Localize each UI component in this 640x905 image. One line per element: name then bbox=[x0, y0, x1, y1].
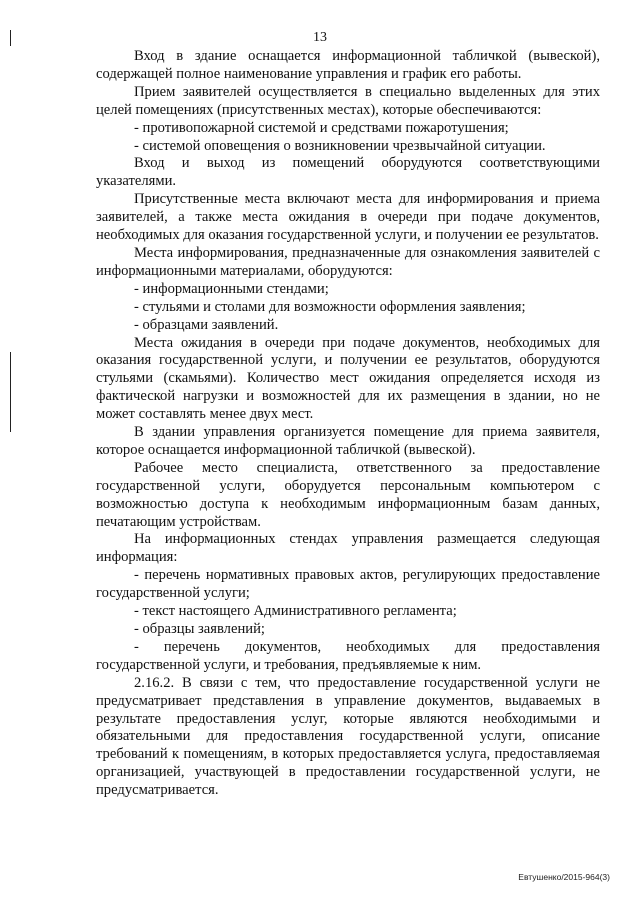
document-body bbox=[96, 48, 600, 800]
page-number: 13 bbox=[313, 30, 327, 45]
paragraph: В здании управления организуется помещение для приема заявителя, которое оснащается информационной табличкой (вывеской). bbox=[96, 424, 600, 458]
paragraph: 2.16.2. В связи с тем, что предоставление государственной услуги не предусматривает представления в управление документов, выдаваемых в результате предоставления услуг, которые являются необходимыми и обязательными для предоставления государственной услуги, описание требований к помещениям, в которых предоставляется услуга, предоставляемая организацией, участвующей в предоставлении государственной услуги, не предусматривается. bbox=[96, 674, 600, 799]
paragraph: Вход и выход из помещений оборудуются соответствующими указателями. bbox=[96, 155, 600, 190]
list-item: - перечень документов, необходимых для предоставления государственной услуги, и требования, предъявляемые к ним. bbox=[96, 638, 600, 673]
list-item: - противопожарной системой и средствами пожаротушения; bbox=[134, 119, 509, 136]
list-item: - информационными стендами; bbox=[134, 280, 329, 297]
paragraph: Рабочее место специалиста, ответственного за предоставление государственной услуги, оборудуется персональным компьютером с возможностью доступа к необходимым информационным базам данных, печатающим устройствам. bbox=[96, 459, 600, 530]
list-item: - перечень нормативных правовых актов, регулирующих предоставление государственной услуги; bbox=[96, 567, 600, 602]
scan-margin-mark bbox=[10, 30, 11, 46]
paragraph: Прием заявителей осуществляется в специально выделенных для этих целей помещениях (присутственных местах), которые обеспечиваются: bbox=[96, 83, 600, 118]
list-item: - системой оповещения о возникновении чрезвычайной ситуации. bbox=[134, 137, 546, 154]
paragraph: На информационных стендах управления размещается следующая информация: bbox=[96, 531, 600, 566]
list-item: - образцы заявлений; bbox=[134, 621, 265, 637]
document-footer-code: Евтушенко/2015-964(3) bbox=[518, 872, 610, 882]
list-item: - образцами заявлений. bbox=[134, 316, 279, 333]
paragraph: Вход в здание оснащается информационной табличкой (вывеской), содержащей полное наименование управления и график его работы. bbox=[96, 48, 600, 82]
scan-margin-mark bbox=[10, 352, 11, 432]
list-item: - текст настоящего Административного регламента; bbox=[134, 603, 457, 620]
paragraph: Присутственные места включают места для информирования и приема заявителей, а также места ожидания в очереди при подаче документов, необходимых для оказания государственной услуги, и получении ее результатов. bbox=[96, 191, 600, 244]
paragraph: Места ожидания в очереди при подаче документов, необходимых для оказания государственной услуги, и получении ее результатов, оборудуются стульями (скамьями). Количество мест ожидания определяется исходя из фактической нагрузки и возможностей для их размещения в здании, но не может составлять менее двух мест. bbox=[96, 334, 600, 423]
paragraph: Места информирования, предназначенные для ознакомления заявителей с информационными материалами, оборудуются: bbox=[96, 244, 600, 279]
list-item: - стульями и столами для возможности оформления заявления; bbox=[134, 298, 526, 315]
